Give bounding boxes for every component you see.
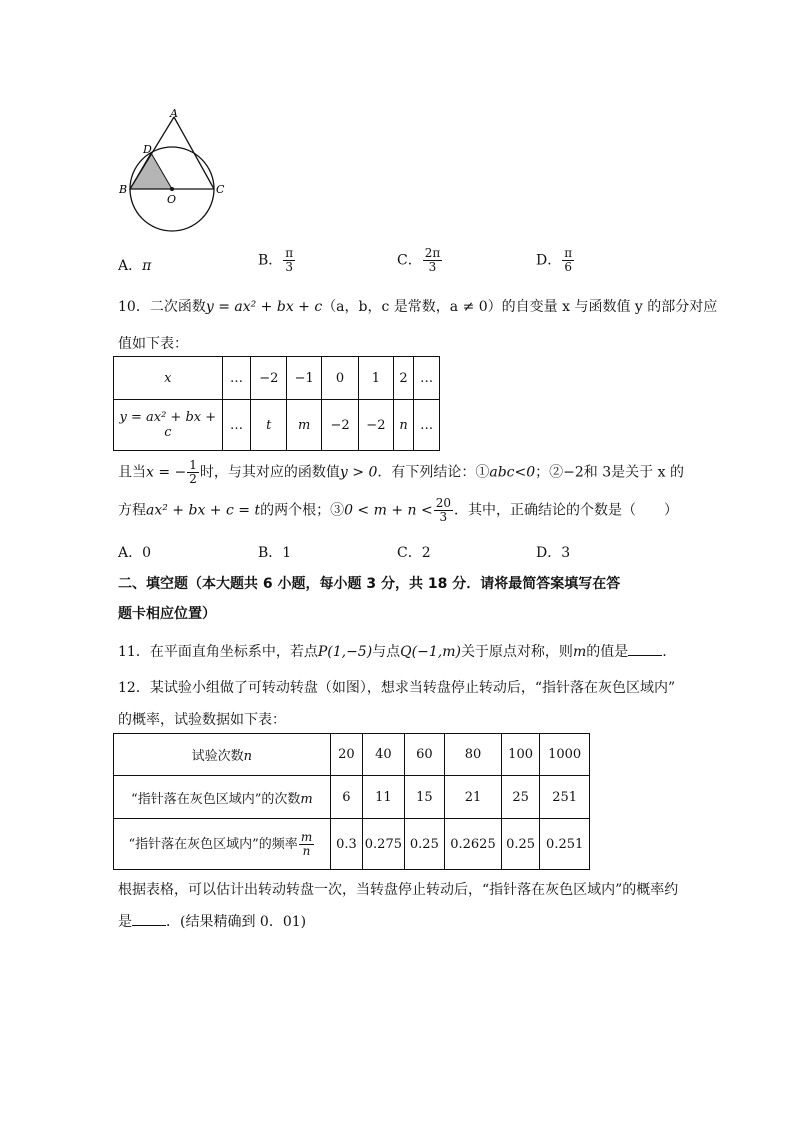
table-cell: 0.275 [363, 819, 405, 870]
answer-blank [628, 642, 662, 656]
q12-table: 试验次数n 20 40 60 80 100 1000 “指针落在灰色区域内”的次数m 6 11 15 21 25 251 “指针落在灰色区域内”的频率 $\frac{m}{n}$ 0.3 0.275 0.25 0.2625 0.25 0.251 [113, 733, 590, 870]
table-cell: m [287, 400, 322, 451]
table-cell: 15 [404, 776, 445, 819]
table-cell: 6 [330, 776, 362, 819]
fraction: $\frac{2\pi}{3}$ [424, 246, 441, 274]
table-cell: 251 [540, 776, 590, 819]
q12-line-1: 12．某试验小组做了可转动转盘（如图），想求当转盘停止转动后，“指针落在灰色区域内” [118, 680, 676, 696]
table-cell: −2 [251, 357, 287, 400]
table-cell: 0.2625 [445, 819, 502, 870]
section-heading-2: 题卡相应位置） [118, 606, 216, 622]
table-cell: 40 [363, 734, 405, 776]
table-cell: 0.25 [501, 819, 539, 870]
table-cell: … [414, 400, 440, 451]
q10-table: x … −2 −1 0 1 2 … y = ax² + bx + c … t m −2 −2 n … [113, 356, 440, 451]
q10-option-a: A．0 [118, 545, 152, 561]
table-cell: 21 [445, 776, 502, 819]
q10-option-d: D．3 [536, 545, 571, 561]
table-cell: … [222, 357, 251, 400]
shaded-triangle [130, 153, 172, 189]
q11: 11．在平面直角坐标系中，若点P(1,−5)与点Q(−1,m)关于原点对称，则m的值是 . [118, 644, 667, 660]
label-o: O [167, 193, 177, 206]
fraction: $\frac{\pi}{6}$ [564, 246, 573, 274]
fraction: $\frac{m}{n}$ [300, 829, 313, 858]
fraction: $\frac{\pi}{3}$ [285, 246, 294, 274]
q10-condition: 且当x = − $\frac{1}{2}$ 时，与其对应的函数值y > 0．有下列结论：①abc<0；②−2和 3是关于 x 的 [118, 458, 684, 486]
table-cell: … [222, 400, 251, 451]
table-cell: 25 [501, 776, 539, 819]
q12-after-1: 根据表格，可以估计出转动转盘一次，当转盘停止转动后，“指针落在灰色区域内”的概率约 [118, 882, 679, 898]
q10-option-c: C．2 [397, 545, 431, 561]
table-cell: 2 [393, 357, 414, 400]
table-cell: 60 [404, 734, 445, 776]
table-cell: 100 [501, 734, 539, 776]
label-d: D [143, 143, 152, 156]
center-point [170, 187, 174, 191]
label-c: C [216, 183, 225, 196]
table-cell: 1 [358, 357, 393, 400]
table-cell: −2 [322, 400, 359, 451]
table-cell: 11 [363, 776, 405, 819]
fraction: $\frac{1}{2}$ [189, 458, 197, 486]
table-cell: 0 [322, 357, 359, 400]
q10-intro: 10．二次函数y = ax² + bx + c（a，b，c 是常数，a ≠ 0）的自变量 x 与函数值 y 的部分对应 [118, 299, 718, 315]
geometry-figure [110, 105, 240, 235]
table-cell: −1 [287, 357, 322, 400]
table-cell: 20 [330, 734, 362, 776]
q12-after-2: 是 ．(结果精确到 0．01) [118, 914, 307, 930]
table-cell: −2 [358, 400, 393, 451]
table-cell: n [393, 400, 414, 451]
section-heading: 二、填空题（本大题共 6 小题，每小题 3 分，共 18 分．请将最简答案填写在答 [118, 576, 621, 592]
q10-option-b: B．1 [258, 545, 292, 561]
fraction: $\frac{20}{3}$ [435, 496, 452, 524]
q9-option-a: A．π [118, 258, 152, 274]
table-cell: 80 [445, 734, 502, 776]
answer-blank [132, 912, 166, 926]
label-a: A [170, 107, 178, 120]
label-b: B [119, 183, 128, 196]
segment-ac [174, 117, 214, 189]
table-cell: 0.25 [404, 819, 445, 870]
table-cell: 1000 [540, 734, 590, 776]
q9-option-d: D． $\frac{\pi}{6}$ [536, 246, 573, 274]
q10-conclusions: 方程ax² + bx + c = t的两个根；③0 < m + n < $\frac{20}{3}$ ．其中，正确结论的个数是（ ） [118, 496, 679, 524]
table-cell: 0.251 [540, 819, 590, 870]
table-cell: 0.3 [330, 819, 362, 870]
q9-option-b: B． $\frac{\pi}{3}$ [258, 246, 294, 274]
table-cell: t [251, 400, 287, 451]
table-cell: … [414, 357, 440, 400]
q12-line-2: 的概率，试验数据如下表： [118, 712, 286, 728]
q10-intro-2: 值如下表： [118, 336, 188, 352]
q9-option-c: C． $\frac{2\pi}{3}$ [397, 246, 441, 274]
